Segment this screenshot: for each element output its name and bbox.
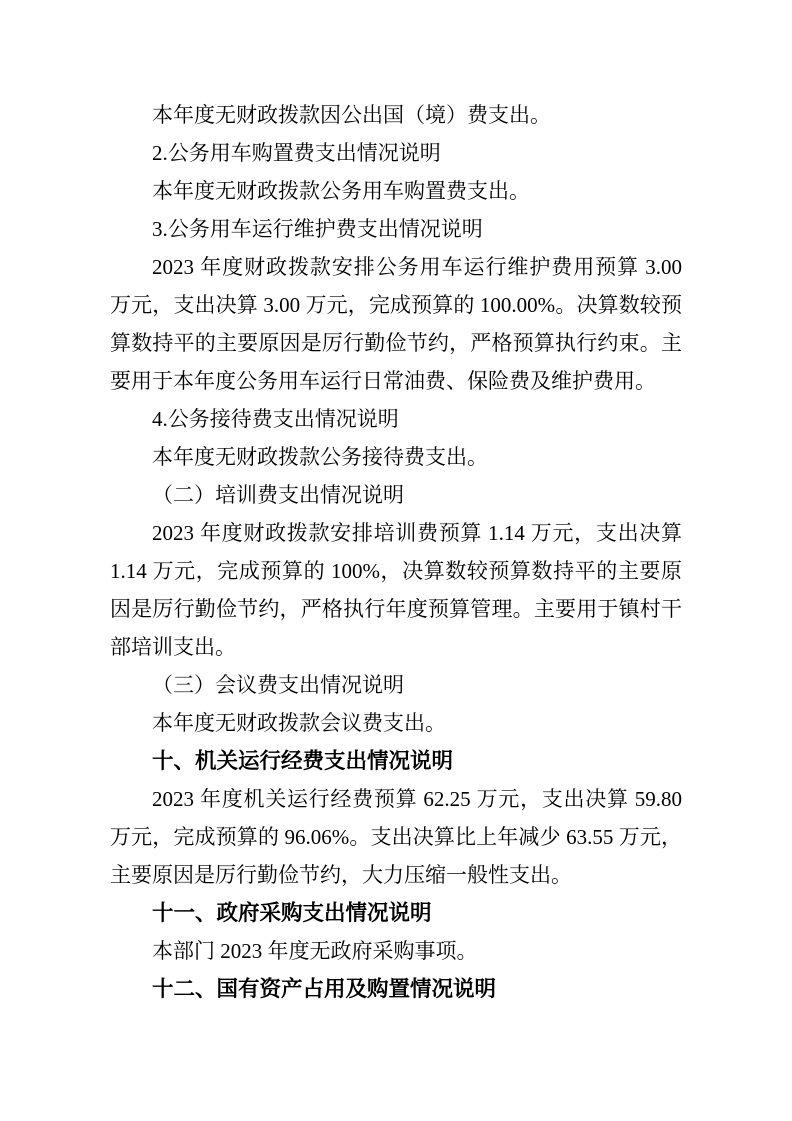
- paragraph: 本年度无财政拨款会议费支出。: [152, 711, 446, 735]
- paragraph: 2023 年度财政拨款安排培训费预算 1.14 万元，支出决算 1.14 万元，完成预算的 100%，决算数较预算数持平的主要原因是厉行勤俭节约，严格执行年度预算管理。主要用于镇村干部培训支出。: [110, 521, 682, 659]
- paragraph-numbered-heading-4: 4.公务接待费支出情况说明: [152, 407, 399, 431]
- paragraph-subsection-heading-3: （三）会议费支出情况说明: [152, 673, 404, 697]
- paragraph-numbered-heading-3: 3.公务用车运行维护费支出情况说明: [152, 217, 483, 241]
- paragraph-numbered-heading-2: 2.公务用车购置费支出情况说明: [152, 141, 441, 165]
- paragraph: 本年度无财政拨款公务接待费支出。: [152, 445, 488, 469]
- paragraph-subsection-heading-2: （二）培训费支出情况说明: [152, 483, 404, 507]
- paragraph: 本年度无财政拨款公务用车购置费支出。: [152, 179, 530, 203]
- paragraph: 2023 年度机关运行经费预算 62.25 万元，支出决算 59.80 万元，完成预算的 96.06%。支出决算比上年减少 63.55 万元，主要原因是厉行勤俭节约，大力压缩一般性支出。: [110, 787, 682, 887]
- paragraph: 2023 年度财政拨款安排公务用车运行维护费用预算 3.00 万元，支出决算 3.00 万元，完成预算的 100.00%。决算数较预算数持平的主要原因是厉行勤俭节约，严格预算执行约束。主要用于本年度公务用车运行日常油费、保险费及维护费用。: [110, 255, 682, 393]
- section-heading-10: 十、机关运行经费支出情况说明: [152, 749, 454, 773]
- section-heading-12: 十二、国有资产占用及购置情况说明: [152, 977, 497, 1001]
- paragraph: 本部门 2023 年度无政府采购事项。: [152, 939, 478, 963]
- paragraph: 本年度无财政拨款因公出国（境）费支出。: [152, 103, 551, 127]
- section-heading-11: 十一、政府采购支出情况说明: [152, 901, 432, 925]
